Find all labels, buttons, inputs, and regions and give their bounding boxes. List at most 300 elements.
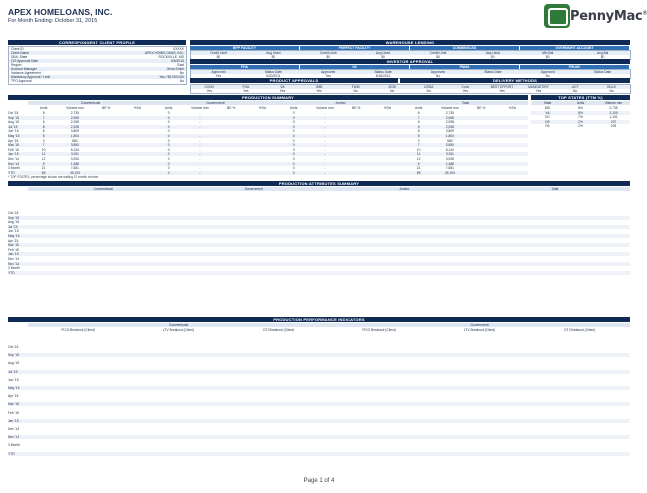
production-cell <box>216 129 247 133</box>
production-col: BE % <box>477 106 486 110</box>
attributes-group: Jumbo <box>399 187 410 191</box>
production-col: %Tot <box>508 106 517 110</box>
product-col: BULK <box>607 85 616 89</box>
production-col: Volume mm <box>191 106 209 110</box>
performance-month: Jun '15 <box>8 377 19 382</box>
production-cell <box>466 143 497 147</box>
production-cell <box>341 171 372 175</box>
attributes-row <box>8 234 630 238</box>
production-cell: 89 <box>416 170 421 175</box>
production-cell <box>247 157 278 161</box>
production-cell: - <box>324 152 326 157</box>
production-col: BE % <box>352 106 361 110</box>
production-cell <box>247 166 278 170</box>
performance-month: 3 Month <box>8 443 20 448</box>
production-cell <box>122 134 153 138</box>
production-month: Jul '15 <box>8 124 18 129</box>
top-states-row <box>531 115 630 119</box>
production-cell <box>122 162 153 166</box>
warehouse-col: Avg Used <box>375 51 391 55</box>
production-cell <box>341 148 372 152</box>
production-cell <box>372 162 403 166</box>
product-col: JMB <box>315 85 323 89</box>
top-states-cell: VA <box>545 110 550 115</box>
performance-row <box>8 443 630 447</box>
warehouse-val: $0 <box>436 55 440 59</box>
production-col: Units <box>414 106 423 110</box>
section-product: PRODUCT APPROVALS <box>190 78 398 83</box>
production-cell: 21 <box>41 166 46 171</box>
investor-col: Approved <box>430 70 445 74</box>
investor-col: Approved <box>321 70 336 74</box>
production-cell <box>216 152 247 156</box>
attributes-group: Government <box>244 187 263 191</box>
attributes-row <box>8 220 630 224</box>
performance-band: FICO Breakout (Client) <box>61 328 95 332</box>
production-cell: 3,926 <box>70 157 79 161</box>
product-col: Conv <box>461 85 470 89</box>
warehouse-group-header: OVERNIGHT ACCOUNT <box>520 46 629 50</box>
product-val: Yes <box>243 89 249 93</box>
attributes-row <box>8 239 630 243</box>
production-cell: 8 <box>42 124 45 129</box>
production-cell: 2 <box>42 138 45 143</box>
production-col: %Tot <box>133 106 142 110</box>
profile-value: APEX HOMELOANS, INC. <box>144 51 184 55</box>
warehouse-val: $0 <box>490 55 495 59</box>
production-cell: 7 <box>417 115 420 120</box>
production-cell <box>122 111 153 115</box>
top-states-col: Units <box>576 101 585 105</box>
production-cell: 2,735 <box>445 111 454 115</box>
top-states-row <box>531 106 630 110</box>
performance-month: May '15 <box>8 386 20 390</box>
production-cell: 0 <box>292 111 295 115</box>
production-cell <box>341 162 372 166</box>
production-cell <box>466 148 497 152</box>
production-col: Volume mm <box>441 106 459 110</box>
production-cell: 7,681 <box>70 166 79 171</box>
production-cell: 0 <box>292 152 295 157</box>
production-cell <box>91 125 122 129</box>
production-cell: 7 <box>42 115 45 120</box>
product-val: No <box>609 89 614 93</box>
production-cell <box>497 120 528 124</box>
product-val: No <box>572 89 578 93</box>
investor-group-header: FHLMC <box>520 65 629 69</box>
profile-value: XXXXX <box>173 47 184 51</box>
product-col: BEST EFFORT <box>490 85 514 89</box>
product-val: Yes <box>462 89 469 93</box>
production-cell: 2,928 <box>445 124 454 129</box>
production-cell <box>216 134 247 138</box>
warehouse-val: $0 <box>381 55 385 59</box>
production-cell: 3,911 <box>70 152 79 157</box>
production-cell: 89 <box>41 170 46 175</box>
production-cell <box>91 129 122 133</box>
warehouse-col: Credit Limit <box>210 51 227 55</box>
production-cell <box>122 148 153 152</box>
production-cell <box>247 125 278 129</box>
profile-value: Yes / $9,000,000 <box>159 75 184 79</box>
top-states-table <box>531 101 630 129</box>
production-cell <box>466 129 497 133</box>
production-cell: 5 <box>42 134 45 138</box>
production-cell <box>216 120 247 124</box>
attributes-month: Mar '15 <box>8 243 19 248</box>
profile-value: 6/8/2013 <box>171 59 184 63</box>
profile-value: East <box>177 63 184 67</box>
production-cell <box>122 143 153 147</box>
production-month: Oct '15 <box>8 111 19 115</box>
logo-name: PennyMac <box>570 9 643 24</box>
production-cell <box>216 143 247 147</box>
production-cell <box>216 171 247 175</box>
attributes-month: Sep '15 <box>8 215 20 220</box>
production-cell <box>247 116 278 120</box>
investor-col: Approved <box>211 70 226 74</box>
attributes-row <box>8 225 630 229</box>
production-group: Total <box>462 101 469 105</box>
attributes-month: Dec '14 <box>8 257 20 261</box>
production-cell: - <box>324 120 326 125</box>
production-cell <box>466 111 497 115</box>
performance-row <box>8 427 630 431</box>
performance-month: Nov '14 <box>8 435 20 440</box>
production-cell: 0 <box>292 143 295 148</box>
production-cell: - <box>199 120 201 125</box>
warehouse-val: $0 <box>216 55 221 59</box>
production-cell <box>341 134 372 138</box>
production-cell: 0 <box>167 166 170 171</box>
production-cell <box>247 139 278 143</box>
production-month: YTD <box>8 170 15 175</box>
production-cell <box>341 120 372 124</box>
production-cell: 1,804 <box>445 134 454 138</box>
performance-month: YTD <box>8 451 15 456</box>
product-col: AOT <box>571 85 579 89</box>
warehouse-group-header: PERFECT FACILITY <box>300 46 409 50</box>
production-cell: 0 <box>292 124 295 129</box>
production-cell <box>372 166 403 170</box>
production-group: Jumbo <box>335 101 346 105</box>
production-summary-table <box>8 101 528 175</box>
product-val: Yes <box>499 89 505 93</box>
warehouse-val: $0 <box>600 55 605 59</box>
production-cell <box>466 125 497 129</box>
production-cell <box>216 111 247 115</box>
section-investor: INVESTOR APPROVAL <box>190 59 630 64</box>
production-cell <box>91 116 122 120</box>
report-header <box>8 7 112 24</box>
section-attributes: PRODUCTION ATTRIBUTES SUMMARY <box>8 181 630 186</box>
product-col: FHA <box>242 85 250 89</box>
section-performance: PRODUCTION PERFORMANCE INDICATORS <box>8 317 630 322</box>
production-month: Mar '15 <box>8 143 19 148</box>
production-cell: 0 <box>167 120 170 125</box>
performance-month: Aug '15 <box>8 361 20 366</box>
production-cell <box>372 125 403 129</box>
section-correspondent: CORRESPONDENT CLIENT PROFILE <box>8 40 186 45</box>
production-cell <box>216 157 247 161</box>
production-cell <box>466 139 497 143</box>
performance-row <box>8 394 630 398</box>
warehouse-col: Avg Used <box>485 51 500 55</box>
profile-label: Account Manager <box>11 67 37 71</box>
production-cell: 6 <box>417 120 420 125</box>
production-cell <box>216 166 247 170</box>
production-cell: - <box>324 170 326 175</box>
production-cell: - <box>199 147 201 152</box>
profile-label: Region <box>11 63 22 67</box>
production-cell <box>91 152 122 156</box>
warehouse-col: Credit Limit <box>429 51 447 55</box>
production-cell <box>122 157 153 161</box>
profile-label: Mandatory Approval / Limit <box>11 75 51 79</box>
profile-label: Variance Agreement <box>11 71 41 75</box>
production-cell <box>122 171 153 175</box>
production-cell: 12 <box>41 157 46 161</box>
production-cell: 5,134 <box>445 147 454 152</box>
production-cell: 0 <box>167 134 170 138</box>
production-cell: 0 <box>292 129 295 134</box>
production-cell <box>247 129 278 133</box>
section-delivery: DELIVERY METHODS <box>400 78 630 83</box>
warehouse-col: Credit Limit <box>319 51 337 55</box>
top-states-col-row <box>531 101 630 105</box>
top-states-cell: 2,109 <box>609 110 618 115</box>
section-warehouse: WAREHOUSE LENDING <box>190 40 630 45</box>
performance-indicators-table <box>8 323 630 468</box>
report-subtitle: For Month Ending: October 31, 2015 <box>8 18 98 24</box>
attributes-month: Nov '14 <box>8 261 20 266</box>
production-cell <box>247 148 278 152</box>
top-states-cell: 7% <box>578 115 583 120</box>
production-row <box>8 162 528 166</box>
production-cell <box>247 111 278 115</box>
production-col: BE % <box>102 106 111 110</box>
investor-val: Yes <box>215 74 222 78</box>
production-month: Jan '15 <box>8 152 19 157</box>
profile-label: Client Name <box>11 51 30 55</box>
production-cell: - <box>199 111 201 115</box>
production-cell <box>372 148 403 152</box>
production-cell: 0 <box>292 161 295 166</box>
production-cell: 11 <box>41 152 46 157</box>
production-cell: 10 <box>416 147 421 152</box>
production-cell <box>122 139 153 143</box>
production-month: Aug '15 <box>8 120 20 125</box>
product-vals <box>191 89 630 93</box>
warehouse-val: $0 <box>326 55 331 59</box>
production-cell: 8 <box>42 129 45 134</box>
production-cell: 3,850 <box>70 143 79 148</box>
attributes-group: Conventional <box>93 187 113 191</box>
production-month: Nov '14 <box>8 161 20 166</box>
performance-group: Government <box>470 323 489 327</box>
investor-val: 6/20/2011 <box>266 74 281 78</box>
production-cell <box>372 171 403 175</box>
production-cell <box>497 111 528 115</box>
product-val: Yes <box>206 89 212 93</box>
performance-month: Sep '15 <box>8 353 20 358</box>
top-states-cell: 8% <box>578 110 583 115</box>
production-cell: - <box>199 161 201 166</box>
production-cell: - <box>324 147 326 152</box>
product-val: Yes <box>535 89 542 93</box>
production-cell: 0 <box>292 138 295 143</box>
production-cell: 5,134 <box>70 147 79 152</box>
production-row <box>8 134 528 138</box>
production-cell <box>372 134 403 138</box>
production-attributes-table <box>8 187 630 283</box>
production-col: Units <box>289 106 298 110</box>
performance-band: DTI Breakout (Client) <box>263 328 295 332</box>
production-cell: - <box>324 157 326 161</box>
production-cell <box>341 139 372 143</box>
investor-col: Status Date <box>484 70 502 74</box>
production-month: May '15 <box>8 134 20 138</box>
performance-row <box>8 345 630 349</box>
production-cell <box>91 148 122 152</box>
production-cell: 0 <box>167 115 170 120</box>
production-cell <box>91 157 122 161</box>
production-month: Jun '15 <box>8 129 19 134</box>
production-cell <box>122 116 153 120</box>
production-cell <box>466 162 497 166</box>
warehouse-val: $0 <box>545 55 550 59</box>
production-cell: 0 <box>167 129 170 134</box>
investor-col: Status Date <box>374 70 392 74</box>
performance-row <box>8 435 630 439</box>
production-cell: - <box>199 138 201 143</box>
production-cell: 2,098 <box>445 120 454 125</box>
attributes-month: 3 Month <box>8 266 20 271</box>
production-cell: 7 <box>417 143 420 148</box>
profile-row <box>9 79 186 83</box>
profile-value: No <box>179 79 184 83</box>
top-states-cell: 1,151 <box>609 115 618 120</box>
product-delivery-table <box>190 84 631 94</box>
performance-month: Dec '14 <box>8 427 20 431</box>
performance-band: FICO Breakout (Client) <box>362 328 396 332</box>
production-cell: 25,193 <box>444 170 455 175</box>
production-cell: 5 <box>417 161 420 166</box>
top-states-cell: DE <box>545 119 550 124</box>
production-cell <box>122 120 153 124</box>
production-cell: 25,193 <box>69 170 80 175</box>
production-cell <box>91 134 122 138</box>
production-cell <box>91 143 122 147</box>
performance-row <box>8 386 630 390</box>
production-cell: 3,809 <box>70 129 79 134</box>
production-cell: 1,488 <box>445 161 454 166</box>
production-cell: 8 <box>417 111 420 115</box>
warehouse-col: Avg Used <box>266 51 281 55</box>
top-states-cell: 8% <box>578 106 583 110</box>
production-cell <box>466 166 497 170</box>
production-month: Dec '14 <box>8 157 20 161</box>
production-cell <box>341 125 372 129</box>
production-cell: 2,098 <box>70 120 79 125</box>
production-cell <box>247 134 278 138</box>
performance-month: Mar '15 <box>8 402 19 407</box>
production-cell <box>216 139 247 143</box>
production-cell <box>247 171 278 175</box>
production-cell <box>341 111 372 115</box>
production-cell: - <box>199 143 201 148</box>
production-cell <box>372 143 403 147</box>
production-cell <box>372 157 403 161</box>
production-cell: - <box>199 166 201 171</box>
production-cell <box>341 166 372 170</box>
production-cell <box>372 116 403 120</box>
product-col: TWM <box>351 85 360 89</box>
attributes-row <box>8 248 630 252</box>
production-cell <box>497 162 528 166</box>
product-val: No <box>353 89 358 93</box>
attributes-month: Feb '15 <box>8 247 19 252</box>
attributes-month: Jun '15 <box>8 229 19 234</box>
production-cell <box>497 148 528 152</box>
production-group-row <box>28 101 528 105</box>
production-cell: 3,850 <box>445 143 454 148</box>
attributes-month: Aug '15 <box>8 220 20 225</box>
production-cell <box>91 162 122 166</box>
production-cell: 2,908 <box>445 115 454 120</box>
production-cell <box>122 125 153 129</box>
production-cell: 0 <box>167 170 170 175</box>
production-cell <box>466 157 497 161</box>
production-cell: 1,804 <box>70 134 79 138</box>
production-cell: - <box>199 129 201 134</box>
production-cell <box>497 171 528 175</box>
production-cell: 6 <box>42 120 45 125</box>
production-cell <box>497 139 528 143</box>
profile-value: ROCKVILLE, MD <box>158 55 184 59</box>
product-col: MANDATORY <box>528 85 549 89</box>
performance-row <box>8 402 630 406</box>
top-states-cell: 2% <box>578 124 583 129</box>
profile-label: TPO Approval <box>11 79 32 83</box>
warehouse-group-header: COMMINGLED <box>410 46 519 50</box>
performance-row <box>8 411 630 415</box>
production-col: Volume mm <box>316 106 334 110</box>
product-val: Yes <box>316 89 322 93</box>
production-cell <box>341 116 372 120</box>
product-val: No <box>426 89 431 93</box>
production-cell: 684 <box>72 138 78 143</box>
production-cell: - <box>324 124 326 129</box>
performance-row <box>8 452 630 456</box>
production-cell <box>341 157 372 161</box>
production-cell: 0 <box>167 157 170 161</box>
production-cell: 0 <box>292 120 295 125</box>
production-cell <box>341 129 372 133</box>
production-cell <box>466 134 497 138</box>
production-cell: 2,735 <box>70 111 79 115</box>
performance-row <box>8 378 630 382</box>
performance-row <box>8 370 630 374</box>
production-cell: - <box>324 166 326 171</box>
production-cell: 2,908 <box>70 115 79 120</box>
performance-month: Apr '15 <box>8 394 19 399</box>
performance-month: Jul '15 <box>8 369 18 374</box>
performance-row <box>8 353 630 357</box>
section-top-states: TOP STATES (TTM %) <box>531 95 630 100</box>
production-row <box>8 157 528 161</box>
attributes-month: Apr '15 <box>8 238 19 243</box>
